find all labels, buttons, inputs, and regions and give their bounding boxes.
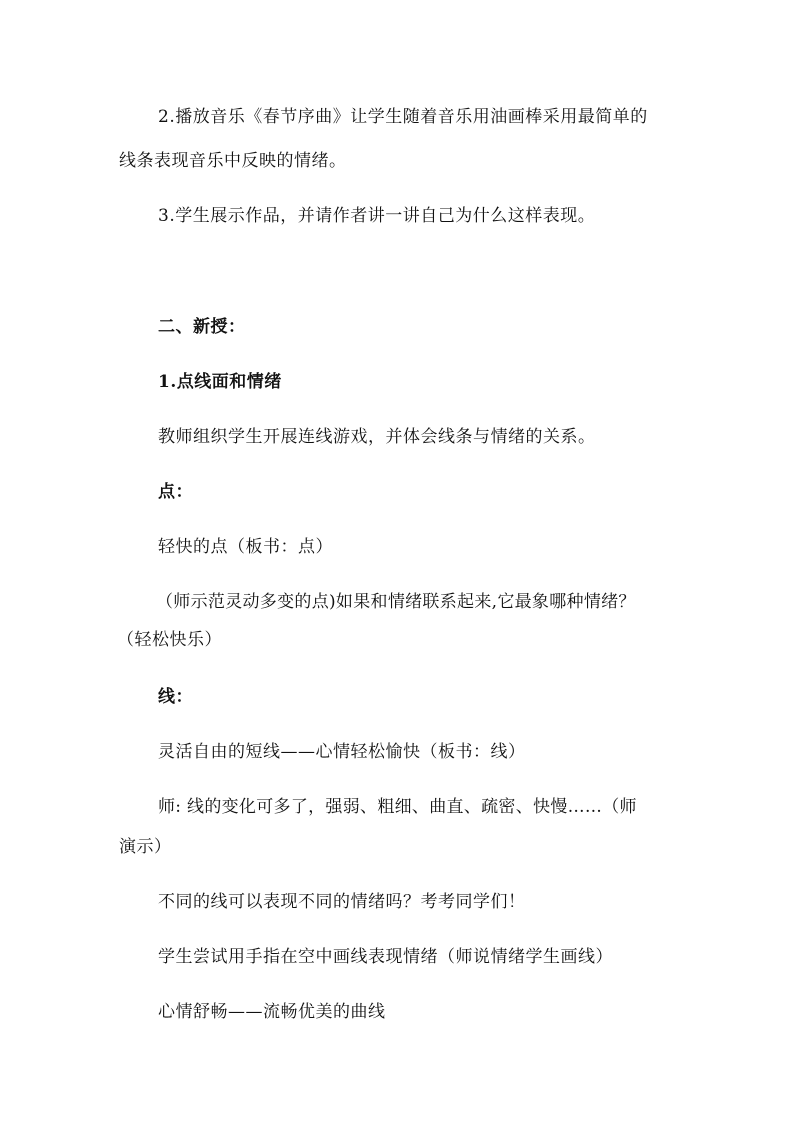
section-heading-new-lesson: 二、新授： bbox=[158, 317, 246, 337]
dot-question-line-2: （轻松快乐） bbox=[117, 630, 222, 650]
dot-question-line-1: （师示范灵动多变的点)如果和情绪联系起来,它最象哪种情绪？ bbox=[156, 592, 636, 612]
warmup-item-2-line-2: 线条表现音乐中反映的情绪。 bbox=[119, 151, 347, 171]
line-teacher-remark-line-1: 师: 线的变化可多了，强弱、粗细、曲直、疏密、快慢……（师 bbox=[158, 797, 637, 817]
subheading-dot-line-surface-emotion: 1.点线面和情绪 bbox=[158, 372, 282, 392]
line-question: 不同的线可以表现不同的情绪吗？考考同学们！ bbox=[158, 892, 526, 912]
line-student-activity: 学生尝试用手指在空中画线表现情绪（师说情绪学生画线） bbox=[158, 947, 613, 967]
line-teacher-remark-line-2: 演示） bbox=[119, 837, 172, 857]
dot-description: 轻快的点（板书：点） bbox=[158, 537, 333, 557]
line-smooth-curve: 心情舒畅——流畅优美的曲线 bbox=[158, 1002, 386, 1022]
activity-intro: 教师组织学生开展连线游戏，并体会线条与情绪的关系。 bbox=[158, 427, 596, 447]
warmup-item-3: 3.学生展示作品，并请作者讲一讲自己为什么这样表现。 bbox=[158, 206, 596, 226]
line-description-short-line: 灵活自由的短线——心情轻松愉快（板书：线） bbox=[158, 742, 526, 762]
dot-label: 点： bbox=[158, 482, 193, 502]
line-label: 线： bbox=[158, 687, 193, 707]
warmup-item-2-line-1: 2.播放音乐《春节序曲》让学生随着音乐用油画棒采用最简单的 bbox=[158, 107, 648, 127]
